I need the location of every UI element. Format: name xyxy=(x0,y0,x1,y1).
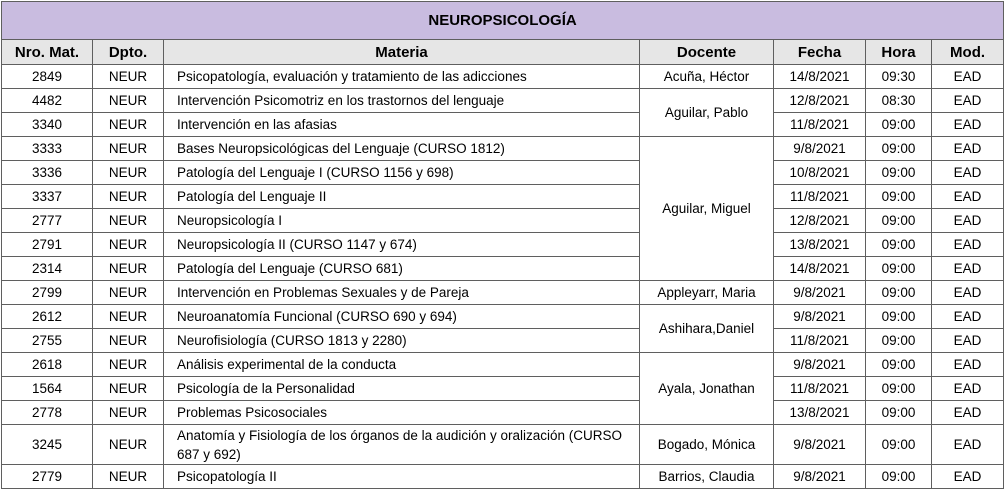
materia-cell: Intervención en Problemas Sexuales y de Pareja xyxy=(164,281,640,305)
fecha-cell: 9/8/2021 xyxy=(774,281,866,305)
fecha-cell: 14/8/2021 xyxy=(774,257,866,281)
nro-mat-cell: 2779 xyxy=(2,465,93,489)
mod-cell: EAD xyxy=(932,257,1004,281)
header-fecha: Fecha xyxy=(774,40,866,65)
hora-cell: 09:00 xyxy=(866,377,932,401)
mod-cell: EAD xyxy=(932,185,1004,209)
dpto-cell: NEUR xyxy=(93,353,164,377)
mod-cell: EAD xyxy=(932,113,1004,137)
dpto-cell: NEUR xyxy=(93,401,164,425)
header-nro-mat: Nro. Mat. xyxy=(2,40,93,65)
nro-mat-cell: 2791 xyxy=(2,233,93,257)
fecha-cell: 11/8/2021 xyxy=(774,329,866,353)
dpto-cell: NEUR xyxy=(93,65,164,89)
docente-cell: Ayala, Jonathan xyxy=(640,353,774,425)
fecha-cell: 14/8/2021 xyxy=(774,65,866,89)
fecha-cell: 9/8/2021 xyxy=(774,137,866,161)
materia-cell: Psicopatología II xyxy=(164,465,640,489)
nro-mat-cell: 4482 xyxy=(2,89,93,113)
dpto-cell: NEUR xyxy=(93,89,164,113)
fecha-cell: 12/8/2021 xyxy=(774,209,866,233)
dpto-cell: NEUR xyxy=(93,465,164,489)
nro-mat-cell: 3336 xyxy=(2,161,93,185)
nro-mat-cell: 3340 xyxy=(2,113,93,137)
table-row xyxy=(2,65,1004,89)
hora-cell: 09:00 xyxy=(866,465,932,489)
fecha-cell: 11/8/2021 xyxy=(774,377,866,401)
mod-cell: EAD xyxy=(932,305,1004,329)
dpto-cell: NEUR xyxy=(93,257,164,281)
dpto-cell: NEUR xyxy=(93,329,164,353)
materia-cell: Patología del Lenguaje I (CURSO 1156 y 698) xyxy=(164,161,640,185)
docente-cell: Ashihara,Daniel xyxy=(640,305,774,353)
docente-cell: Bogado, Mónica xyxy=(640,425,774,465)
mod-cell: EAD xyxy=(932,425,1004,465)
mod-cell: EAD xyxy=(932,209,1004,233)
table-row xyxy=(2,257,1004,281)
dpto-cell: NEUR xyxy=(93,185,164,209)
mod-cell: EAD xyxy=(932,137,1004,161)
materia-cell: Neuropsicología II (CURSO 1147 y 674) xyxy=(164,233,640,257)
hora-cell: 09:00 xyxy=(866,281,932,305)
table-row xyxy=(2,305,1004,329)
dpto-cell: NEUR xyxy=(93,281,164,305)
mod-cell: EAD xyxy=(932,89,1004,113)
materia-cell: Neuropsicología I xyxy=(164,209,640,233)
fecha-cell: 12/8/2021 xyxy=(774,89,866,113)
mod-cell: EAD xyxy=(932,281,1004,305)
dpto-cell: NEUR xyxy=(93,113,164,137)
nro-mat-cell: 2777 xyxy=(2,209,93,233)
nro-mat-cell: 2618 xyxy=(2,353,93,377)
nro-mat-cell: 2755 xyxy=(2,329,93,353)
fecha-cell: 9/8/2021 xyxy=(774,425,866,465)
materia-cell: Patología del Lenguaje II xyxy=(164,185,640,209)
fecha-cell: 11/8/2021 xyxy=(774,185,866,209)
mod-cell: EAD xyxy=(932,161,1004,185)
nro-mat-cell: 2612 xyxy=(2,305,93,329)
dpto-cell: NEUR xyxy=(93,209,164,233)
hora-cell: 09:00 xyxy=(866,185,932,209)
header-materia: Materia xyxy=(164,40,640,65)
docente-cell: Appleyarr, Maria xyxy=(640,281,774,305)
table-row xyxy=(2,281,1004,305)
hora-cell: 09:00 xyxy=(866,425,932,465)
nro-mat-cell: 2849 xyxy=(2,65,93,89)
mod-cell: EAD xyxy=(932,329,1004,353)
hora-cell: 08:30 xyxy=(866,89,932,113)
materia-cell: Neurofisiología (CURSO 1813 y 2280) xyxy=(164,329,640,353)
hora-cell: 09:00 xyxy=(866,137,932,161)
table-row xyxy=(2,89,1004,113)
nro-mat-cell: 2799 xyxy=(2,281,93,305)
nro-mat-cell: 2778 xyxy=(2,401,93,425)
docente-cell: Aguilar, Pablo xyxy=(640,89,774,137)
docente-cell: Aguilar, Miguel xyxy=(640,137,774,281)
mod-cell: EAD xyxy=(932,233,1004,257)
table-row xyxy=(2,113,1004,137)
header-dpto: Dpto. xyxy=(93,40,164,65)
materia-cell: Intervención en las afasias xyxy=(164,113,640,137)
hora-cell: 09:00 xyxy=(866,353,932,377)
table-row xyxy=(2,353,1004,377)
table-row xyxy=(2,209,1004,233)
fecha-cell: 9/8/2021 xyxy=(774,353,866,377)
dpto-cell: NEUR xyxy=(93,305,164,329)
mod-cell: EAD xyxy=(932,465,1004,489)
header-docente: Docente xyxy=(640,40,774,65)
hora-cell: 09:30 xyxy=(866,65,932,89)
fecha-cell: 9/8/2021 xyxy=(774,305,866,329)
table-row xyxy=(2,377,1004,401)
table-row xyxy=(2,465,1004,489)
materia-cell: Psicología de la Personalidad xyxy=(164,377,640,401)
neuropsicologia-table xyxy=(1,1,1004,489)
mod-cell: EAD xyxy=(932,353,1004,377)
hora-cell: 09:00 xyxy=(866,209,932,233)
fecha-cell: 10/8/2021 xyxy=(774,161,866,185)
table-row xyxy=(2,233,1004,257)
fecha-cell: 9/8/2021 xyxy=(774,465,866,489)
materia-cell: Bases Neuropsicológicas del Lenguaje (CURSO 1812) xyxy=(164,137,640,161)
dpto-cell: NEUR xyxy=(93,377,164,401)
fecha-cell: 11/8/2021 xyxy=(774,113,866,137)
mod-cell: EAD xyxy=(932,401,1004,425)
table-row xyxy=(2,185,1004,209)
materia-cell: Anatomía y Fisiología de los órganos de la audición y oralización (CURSO 687 y 692) xyxy=(164,425,640,465)
dpto-cell: NEUR xyxy=(93,425,164,465)
materia-cell: Intervención Psicomotriz en los trastornos del lenguaje xyxy=(164,89,640,113)
header-hora: Hora xyxy=(866,40,932,65)
hora-cell: 09:00 xyxy=(866,161,932,185)
nro-mat-cell: 2314 xyxy=(2,257,93,281)
dpto-cell: NEUR xyxy=(93,161,164,185)
mod-cell: EAD xyxy=(932,65,1004,89)
materia-cell: Problemas Psicosociales xyxy=(164,401,640,425)
table-row xyxy=(2,425,1004,465)
table-row xyxy=(2,401,1004,425)
table-row xyxy=(2,161,1004,185)
docente-cell: Barrios, Claudia xyxy=(640,465,774,489)
hora-cell: 09:00 xyxy=(866,305,932,329)
hora-cell: 09:00 xyxy=(866,329,932,353)
nro-mat-cell: 1564 xyxy=(2,377,93,401)
nro-mat-cell: 3245 xyxy=(2,425,93,465)
mod-cell: EAD xyxy=(932,377,1004,401)
hora-cell: 09:00 xyxy=(866,401,932,425)
hora-cell: 09:00 xyxy=(866,233,932,257)
table-row xyxy=(2,137,1004,161)
materia-cell: Psicopatología, evaluación y tratamiento de las adicciones xyxy=(164,65,640,89)
dpto-cell: NEUR xyxy=(93,233,164,257)
materia-cell: Patología del Lenguaje (CURSO 681) xyxy=(164,257,640,281)
hora-cell: 09:00 xyxy=(866,257,932,281)
table-title: NEUROPSICOLOGÍA xyxy=(2,2,1004,40)
docente-cell: Acuña, Héctor xyxy=(640,65,774,89)
hora-cell: 09:00 xyxy=(866,113,932,137)
header-mod: Mod. xyxy=(932,40,1004,65)
materia-cell: Análisis experimental de la conducta xyxy=(164,353,640,377)
nro-mat-cell: 3337 xyxy=(2,185,93,209)
materia-cell: Neuroanatomía Funcional (CURSO 690 y 694) xyxy=(164,305,640,329)
dpto-cell: NEUR xyxy=(93,137,164,161)
fecha-cell: 13/8/2021 xyxy=(774,401,866,425)
fecha-cell: 13/8/2021 xyxy=(774,233,866,257)
table-row xyxy=(2,329,1004,353)
nro-mat-cell: 3333 xyxy=(2,137,93,161)
